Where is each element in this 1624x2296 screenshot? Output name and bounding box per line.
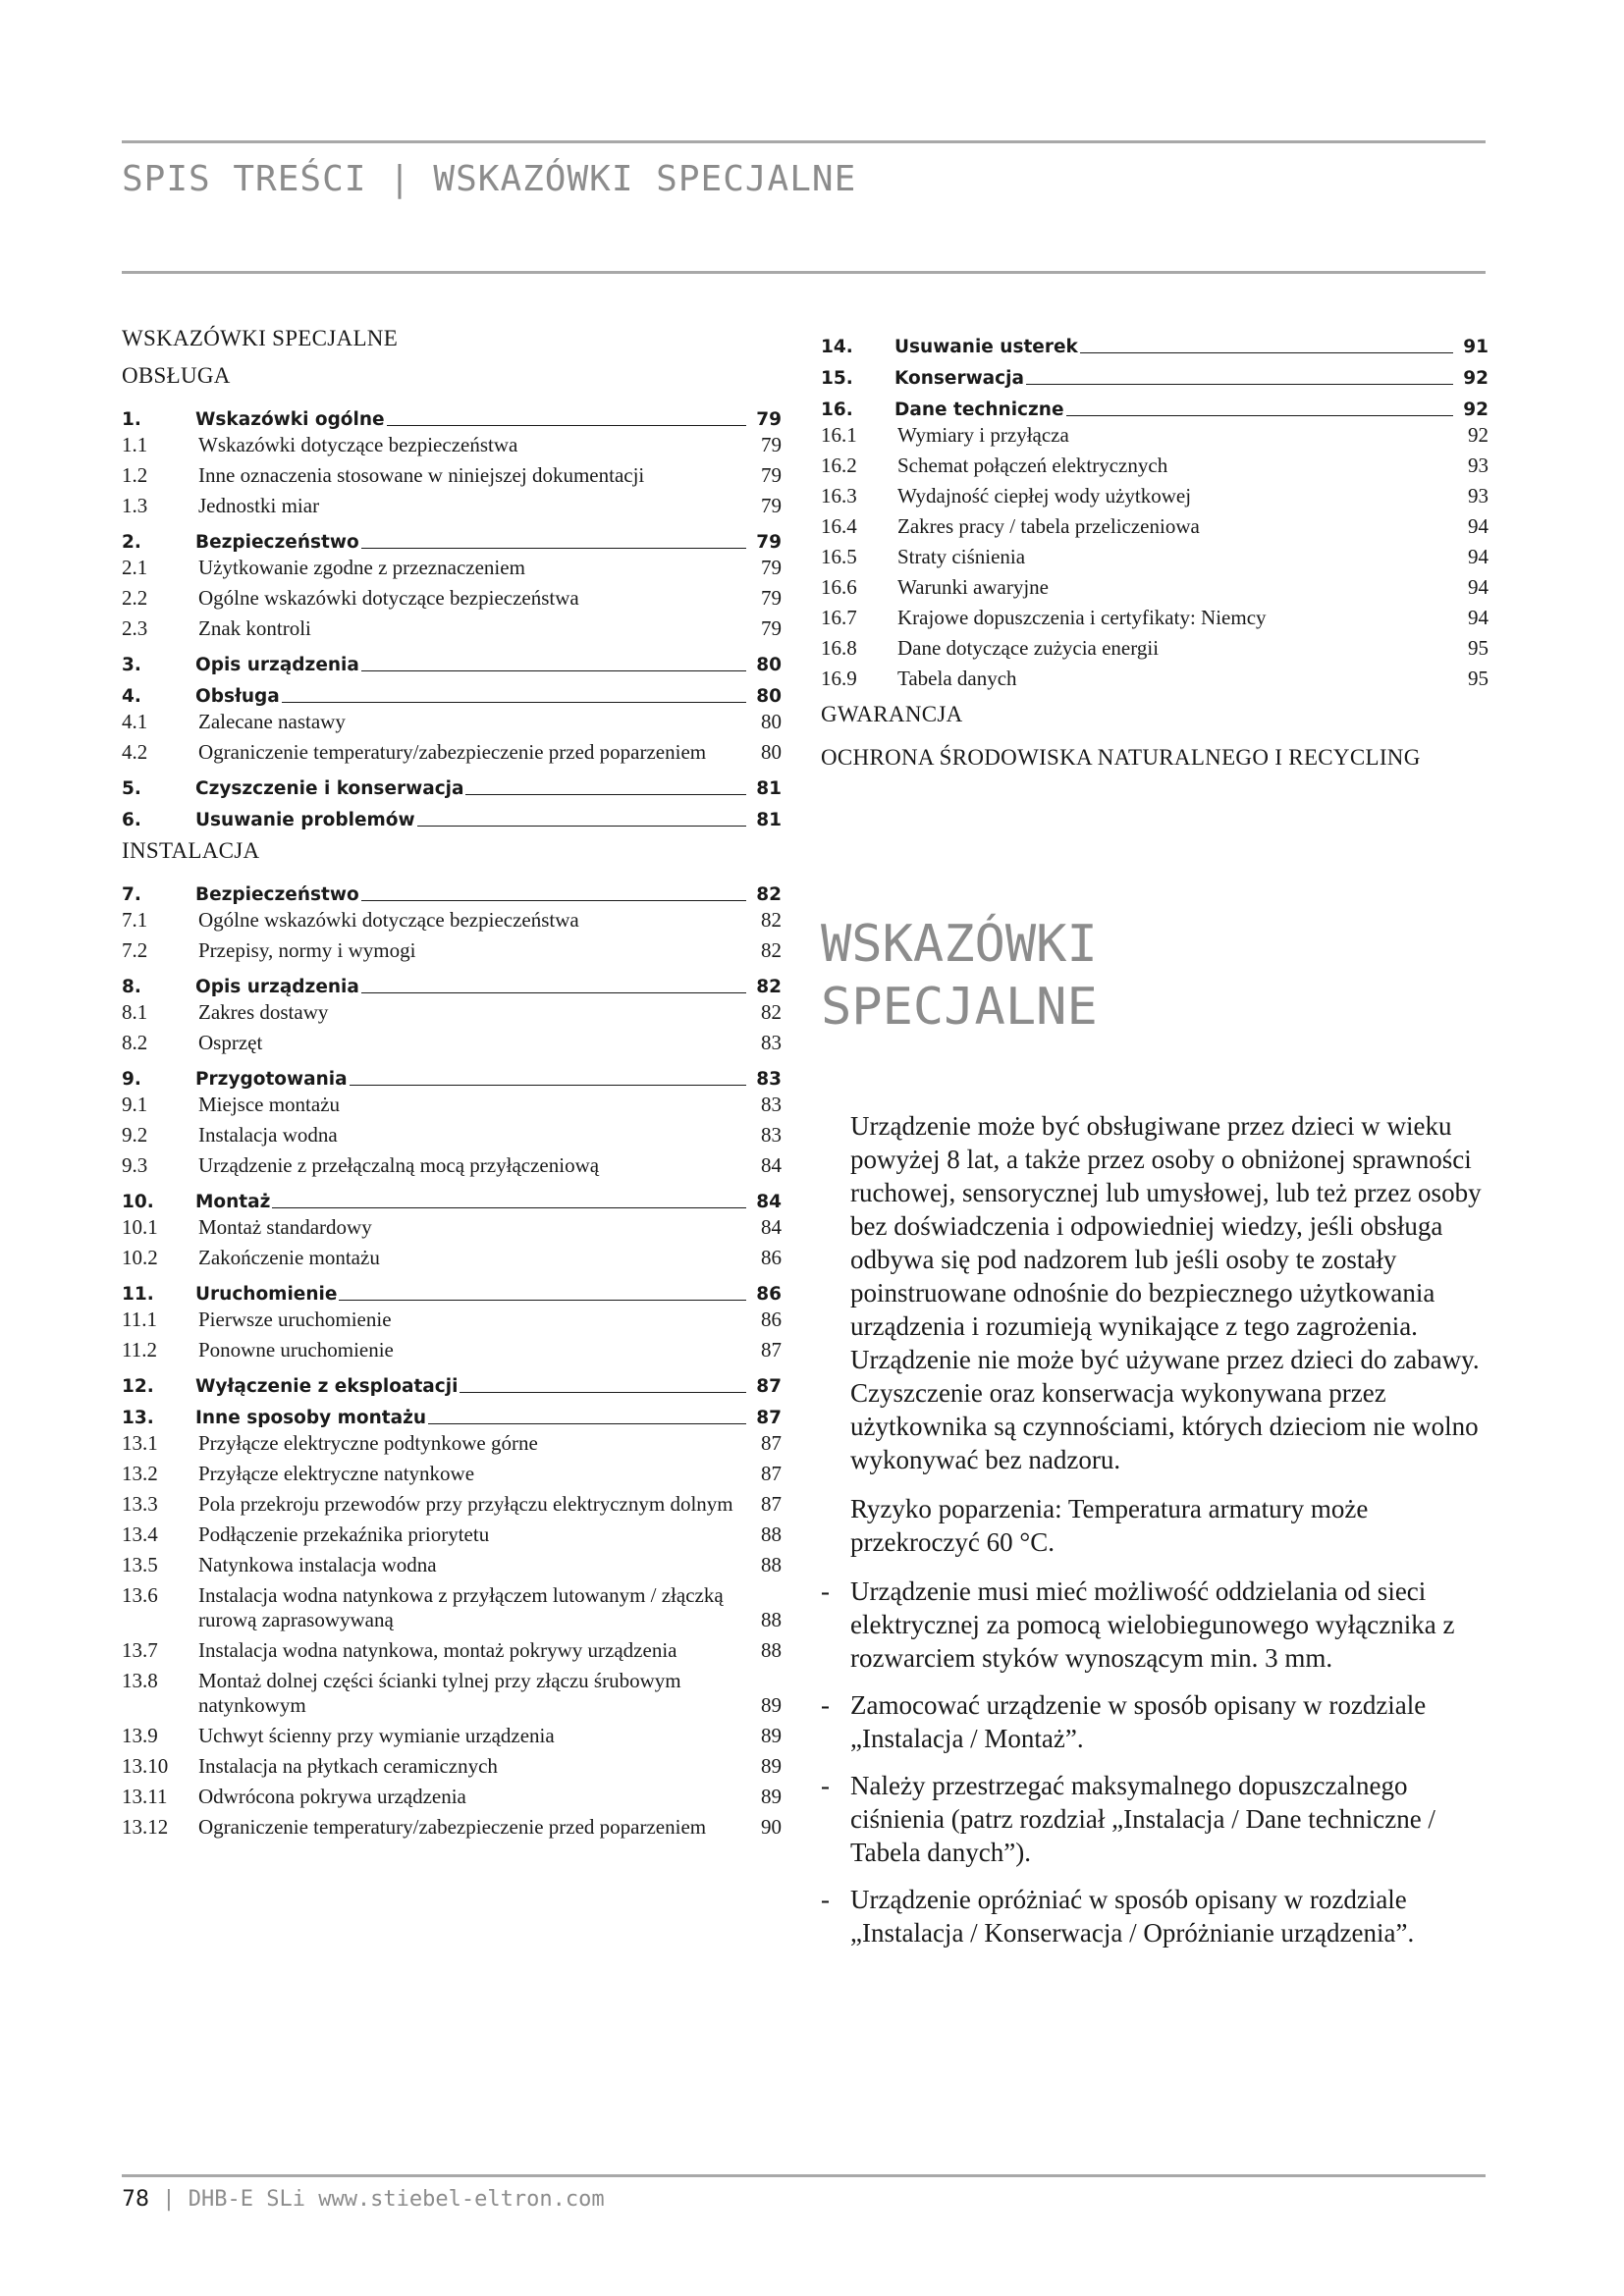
chapter-number: 4. bbox=[122, 686, 141, 707]
subsection-title: Zakończenie montażu bbox=[198, 1246, 380, 1269]
subsection-page: 79 bbox=[761, 586, 782, 610]
page-header: SPIS TREŚCI | WSKAZÓWKI SPECJALNE bbox=[122, 159, 857, 199]
chapter-title: Opis urządzenia bbox=[195, 977, 359, 997]
subsection-number: 2.1 bbox=[122, 556, 148, 579]
footer-rule bbox=[122, 2174, 1486, 2177]
toc-chapter-row bbox=[122, 799, 782, 830]
bullet-text: Zamocować urządzenie w sposób opisany w rozdziale „Instalacja / Montaż”. bbox=[850, 1690, 1427, 1753]
subsection-title: Urządzenie z przełączalną mocą przyłączeniową bbox=[198, 1153, 600, 1177]
bullet-item bbox=[821, 1575, 1489, 1675]
subsection-page: 94 bbox=[1468, 575, 1489, 599]
toc-subsection-row bbox=[122, 614, 782, 644]
bullet-dash: - bbox=[821, 1690, 830, 1720]
chapter-title: Obsługa bbox=[195, 686, 280, 707]
subsection-number: 16.6 bbox=[821, 575, 857, 599]
subsection-title: Montaż dolnej części ścianki tylnej przy złączu śrubowym natynkowym bbox=[198, 1669, 681, 1717]
chapter-page: 81 bbox=[756, 778, 782, 799]
subsection-number: 1.3 bbox=[122, 494, 148, 517]
subsection-number: 10.2 bbox=[122, 1246, 158, 1269]
toc-chapter-row bbox=[122, 966, 782, 997]
chapter-page: 81 bbox=[756, 810, 782, 830]
toc-chapter-row bbox=[122, 1397, 782, 1428]
chapter-number: 6. bbox=[122, 810, 141, 830]
subsection-page: 87 bbox=[761, 1338, 782, 1362]
toc-chapter-row bbox=[821, 357, 1489, 389]
subsection-number: 2.2 bbox=[122, 586, 148, 610]
subsection-page: 88 bbox=[761, 1522, 782, 1546]
toc-right-list bbox=[821, 326, 1489, 780]
chapter-title: Usuwanie usterek bbox=[894, 337, 1078, 357]
subsection-page: 89 bbox=[761, 1754, 782, 1778]
subsection-number: 13.2 bbox=[122, 1462, 158, 1485]
leader-line bbox=[1026, 384, 1453, 385]
toc-subsection-row bbox=[122, 1812, 782, 1842]
chapter-number: 14. bbox=[821, 337, 853, 357]
toc-section-heading: OBSŁUGA bbox=[122, 363, 231, 388]
chapter-title: Dane techniczne bbox=[894, 400, 1064, 420]
subsection-page: 90 bbox=[761, 1815, 782, 1839]
subsection-page: 88 bbox=[761, 1608, 782, 1631]
toc-subsection-row bbox=[821, 633, 1489, 664]
subsection-page: 95 bbox=[1468, 667, 1489, 690]
subsection-page: 86 bbox=[761, 1308, 782, 1331]
leader-line bbox=[1080, 352, 1453, 353]
toc-subsection-row bbox=[122, 583, 782, 614]
chapter-number: 3. bbox=[122, 655, 141, 675]
chapter-number: 1. bbox=[122, 409, 141, 430]
chapter-number: 8. bbox=[122, 977, 141, 997]
chapter-title: Czyszczenie i konserwacja bbox=[195, 778, 464, 799]
subsection-number: 13.3 bbox=[122, 1492, 158, 1516]
subsection-number: 16.8 bbox=[821, 636, 857, 660]
chapter-page: 83 bbox=[756, 1069, 782, 1090]
chapter-number: 10. bbox=[122, 1192, 154, 1212]
subsection-page: 87 bbox=[761, 1492, 782, 1516]
toc-subsection-row bbox=[821, 481, 1489, 511]
subsection-number: 1.2 bbox=[122, 463, 148, 487]
subsection-number: 9.1 bbox=[122, 1093, 148, 1116]
toc-subsection-row bbox=[122, 1520, 782, 1550]
subsection-title: Znak kontroli bbox=[198, 616, 311, 640]
subsection-page: 94 bbox=[1468, 606, 1489, 629]
bullet-text: Należy przestrzegać maksymalnego dopuszczalnego ciśnienia (patrz rozdział „Instalacja / Dane techniczne / Tabela danych”). bbox=[850, 1771, 1435, 1867]
footer-separator: | bbox=[149, 2187, 189, 2212]
subsection-title: Przyłącze elektryczne podtynkowe górne bbox=[198, 1431, 538, 1455]
subsection-title: Dane dotyczące zużycia energii bbox=[897, 636, 1160, 660]
burn-warning: Ryzyko poparzenia: Temperatura armatury może przekroczyć 60 °C. bbox=[850, 1494, 1369, 1557]
subsection-title: Instalacja wodna natynkowa, montaż pokrywy urządzenia bbox=[198, 1638, 677, 1662]
chapter-title: Wyłączenie z eksploatacji bbox=[195, 1376, 459, 1397]
subsection-number: 13.10 bbox=[122, 1754, 169, 1778]
leader-line bbox=[465, 794, 746, 795]
subsection-number: 13.9 bbox=[122, 1724, 158, 1747]
special-notes-title: WSKAZÓWKI SPECJALNE bbox=[821, 915, 1098, 1037]
toc-subsection-row bbox=[122, 553, 782, 583]
toc-subsection-row bbox=[122, 1489, 782, 1520]
toc-chapter-row bbox=[122, 675, 782, 707]
chapter-number: 11. bbox=[122, 1284, 154, 1305]
chapter-page: 84 bbox=[756, 1192, 782, 1212]
subsection-number: 13.7 bbox=[122, 1638, 158, 1662]
leader-line bbox=[460, 1392, 746, 1393]
chapter-number: 15. bbox=[821, 368, 853, 389]
toc-section-heading: GWARANCJA bbox=[821, 702, 963, 726]
toc-subsection-row bbox=[122, 1243, 782, 1273]
toc-chapter-row bbox=[821, 389, 1489, 420]
subsection-page: 83 bbox=[761, 1093, 782, 1116]
subsection-title: Tabela danych bbox=[897, 667, 1017, 690]
toc-subsection-row bbox=[122, 1666, 782, 1721]
leader-line bbox=[361, 992, 746, 993]
subsection-title: Wskazówki dotyczące bezpieczeństwa bbox=[198, 433, 518, 456]
subsection-number: 16.9 bbox=[821, 667, 857, 690]
subsection-title: Ogólne wskazówki dotyczące bezpieczeństwa bbox=[198, 908, 579, 932]
subsection-title: Warunki awaryjne bbox=[897, 575, 1049, 599]
chapter-page: 80 bbox=[756, 686, 782, 707]
subsection-number: 11.2 bbox=[122, 1338, 157, 1362]
subsection-title: Ograniczenie temperatury/zabezpieczenie przed poparzeniem bbox=[198, 1815, 707, 1839]
chapter-page: 82 bbox=[756, 977, 782, 997]
chapter-page: 92 bbox=[1463, 400, 1489, 420]
toc-chapter-row bbox=[122, 768, 782, 799]
subsection-number: 7.2 bbox=[122, 938, 148, 962]
toc-subsection-row bbox=[122, 997, 782, 1028]
subsection-page: 82 bbox=[761, 1000, 782, 1024]
subsection-title: Pola przekroju przewodów przy przyłączu elektrycznym dolnym bbox=[198, 1492, 733, 1516]
subsection-page: 94 bbox=[1468, 545, 1489, 568]
subsection-page: 79 bbox=[761, 616, 782, 640]
toc-subsection-row bbox=[122, 1751, 782, 1782]
subsection-title: Uchwyt ścienny przy wymianie urządzenia bbox=[198, 1724, 555, 1747]
subsection-page: 84 bbox=[761, 1153, 782, 1177]
subsection-title: Ograniczenie temperatury/zabezpieczenie przed poparzeniem bbox=[198, 740, 707, 764]
subsection-page: 80 bbox=[761, 740, 782, 764]
chapter-title: Bezpieczeństwo bbox=[195, 532, 359, 553]
subsection-page: 87 bbox=[761, 1462, 782, 1485]
toc-subsection-row bbox=[122, 1580, 782, 1635]
chapter-page: 86 bbox=[756, 1284, 782, 1305]
subsection-title: Przepisy, normy i wymogi bbox=[198, 938, 416, 962]
subsection-page: 87 bbox=[761, 1431, 782, 1455]
chapter-title: Opis urządzenia bbox=[195, 655, 359, 675]
toc-subsection-row bbox=[122, 1305, 782, 1335]
subsection-number: 16.3 bbox=[821, 484, 857, 507]
toc-left-column bbox=[122, 324, 782, 1842]
subsection-title: Zalecane nastawy bbox=[198, 710, 346, 733]
chapter-title: Inne sposoby montażu bbox=[195, 1408, 427, 1428]
toc-subsection-row bbox=[122, 935, 782, 966]
subsection-page: 93 bbox=[1468, 484, 1489, 507]
toc-subsection-row bbox=[122, 1550, 782, 1580]
toc-chapter-row bbox=[122, 644, 782, 675]
subsection-number: 8.2 bbox=[122, 1031, 148, 1054]
toc-subsection-row bbox=[821, 542, 1489, 572]
bullet-dash: - bbox=[821, 1885, 830, 1914]
chapter-page: 91 bbox=[1463, 337, 1489, 357]
toc-right-column bbox=[821, 326, 1489, 780]
subsection-number: 4.2 bbox=[122, 740, 148, 764]
bullet-text: Urządzenie opróżniać w sposób opisany w rozdziale „Instalacja / Konserwacja / Opróżnianie urządzenia”. bbox=[850, 1885, 1415, 1948]
subsection-number: 8.1 bbox=[122, 1000, 148, 1024]
leader-line bbox=[361, 900, 746, 901]
leader-line bbox=[387, 425, 746, 426]
subsection-title: Podłączenie przekaźnika priorytetu bbox=[198, 1522, 490, 1546]
subsection-title: Jednostki miar bbox=[198, 494, 320, 517]
subsection-page: 79 bbox=[761, 494, 782, 517]
subsection-title: Instalacja na płytkach ceramicznych bbox=[198, 1754, 498, 1778]
subsection-title: Instalacja wodna bbox=[198, 1123, 338, 1147]
subsection-number: 13.12 bbox=[122, 1815, 169, 1839]
leader-line bbox=[417, 826, 746, 827]
subsection-number: 9.2 bbox=[122, 1123, 148, 1147]
subsection-page: 89 bbox=[761, 1693, 782, 1717]
intro-paragraph: Urządzenie może być obsługiwane przez dzieci w wieku powyżej 8 lat, a także przez osoby o obniżonej sprawności ruchowej, sensorycznej lub umysłowej, lub też przez osoby bez doświadczenia i odpowiedniej wiedzy, jeśli obsługa odbywa się pod nadzorem lub jeśli osoby te zostały poinstruowane odnośnie do bezpiecznego użytkowania urządzenia i rozumieją wynikające z tego zagrożenia. Urządzenie nie może być używane przez dzieci do zabawy. Czyszczenie oraz konserwacja wykonywana przez użytkownika są czynnościami, których dzieciom nie wolno wykonywać bez nadzoru. bbox=[850, 1111, 1482, 1474]
subsection-page: 80 bbox=[761, 710, 782, 733]
toc-subsection-row bbox=[821, 664, 1489, 694]
leader-line bbox=[339, 1300, 746, 1301]
subsection-number: 4.1 bbox=[122, 710, 148, 733]
chapter-title: Bezpieczeństwo bbox=[195, 884, 359, 905]
toc-subsection-row bbox=[122, 1212, 782, 1243]
subsection-number: 1.1 bbox=[122, 433, 148, 456]
subsection-page: 93 bbox=[1468, 454, 1489, 477]
subsection-title: Inne oznaczenia stosowane w niniejszej dokumentacji bbox=[198, 463, 645, 487]
toc-chapter-row bbox=[122, 1365, 782, 1397]
chapter-page: 87 bbox=[756, 1376, 782, 1397]
subsection-page: 83 bbox=[761, 1031, 782, 1054]
toc-chapter-row bbox=[122, 1273, 782, 1305]
subsection-page: 82 bbox=[761, 938, 782, 962]
toc-subsection-row bbox=[122, 1721, 782, 1751]
subsection-page: 79 bbox=[761, 463, 782, 487]
subsection-page: 86 bbox=[761, 1246, 782, 1269]
toc-subsection-row bbox=[122, 905, 782, 935]
leader-line bbox=[1066, 415, 1454, 416]
subsection-title: Odwrócona pokrywa urządzenia bbox=[198, 1785, 466, 1808]
subsection-number: 16.5 bbox=[821, 545, 857, 568]
subsection-number: 16.4 bbox=[821, 514, 857, 538]
subsection-title: Zakres dostawy bbox=[198, 1000, 329, 1024]
toc-subsection-row bbox=[122, 1090, 782, 1120]
toc-section-heading: INSTALACJA bbox=[122, 838, 260, 863]
chapter-page: 80 bbox=[756, 655, 782, 675]
subsection-page: 94 bbox=[1468, 514, 1489, 538]
chapter-page: 79 bbox=[756, 532, 782, 553]
subsection-page: 95 bbox=[1468, 636, 1489, 660]
subsection-page: 82 bbox=[761, 908, 782, 932]
toc-subsection-row bbox=[122, 1782, 782, 1812]
subsection-number: 16.7 bbox=[821, 606, 857, 629]
toc-left-list bbox=[122, 399, 782, 1842]
subsection-title: Instalacja wodna natynkowa z przyłączem lutowanym / złączką rurową zaprasowywaną bbox=[198, 1583, 724, 1631]
chapter-page: 92 bbox=[1463, 368, 1489, 389]
toc-chapter-row bbox=[122, 399, 782, 430]
toc-subsection-row bbox=[122, 430, 782, 460]
leader-line bbox=[272, 1207, 746, 1208]
chapter-title: Uruchomienie bbox=[195, 1284, 338, 1305]
toc-subsection-row bbox=[122, 1120, 782, 1150]
leader-line bbox=[350, 1085, 746, 1086]
subsection-title: Montaż standardowy bbox=[198, 1215, 372, 1239]
subsection-number: 7.1 bbox=[122, 908, 148, 932]
toc-subsection-row bbox=[122, 1028, 782, 1058]
subsection-number: 13.5 bbox=[122, 1553, 158, 1576]
toc-subsection-row bbox=[122, 737, 782, 768]
special-notes-body bbox=[821, 1109, 1489, 1963]
subsection-title: Krajowe dopuszczenia i certyfikaty: Niemcy bbox=[897, 606, 1267, 629]
subsection-title: Zakres pracy / tabela przeliczeniowa bbox=[897, 514, 1200, 538]
leader-line bbox=[282, 702, 746, 703]
leader-line bbox=[428, 1423, 746, 1424]
subsection-page: 79 bbox=[761, 556, 782, 579]
chapter-number: 7. bbox=[122, 884, 141, 905]
toc-chapter-row bbox=[821, 326, 1489, 357]
toc-subsection-row bbox=[122, 460, 782, 491]
toc-subsection-row bbox=[821, 603, 1489, 633]
subsection-title: Ponowne uruchomienie bbox=[198, 1338, 394, 1362]
toc-subsection-row bbox=[821, 420, 1489, 451]
chapter-number: 16. bbox=[821, 400, 853, 420]
chapter-title: Konserwacja bbox=[894, 368, 1024, 389]
bullet-text: Urządzenie musi mieć możliwość oddzielania od sieci elektrycznej za pomocą wielobiegunowego wyłącznika z rozwarciem styków wynoszącym min. 3 mm. bbox=[850, 1576, 1455, 1673]
chapter-number: 12. bbox=[122, 1376, 154, 1397]
chapter-page: 79 bbox=[756, 409, 782, 430]
toc-subsection-row bbox=[122, 1335, 782, 1365]
toc-subsection-row bbox=[122, 1150, 782, 1181]
subsection-page: 88 bbox=[761, 1638, 782, 1662]
chapter-number: 5. bbox=[122, 778, 141, 799]
subsection-number: 13.1 bbox=[122, 1431, 158, 1455]
subsection-title: Natynkowa instalacja wodna bbox=[198, 1553, 437, 1576]
subsection-number: 13.6 bbox=[122, 1583, 158, 1607]
toc-chapter-row bbox=[122, 1058, 782, 1090]
subsection-page: 79 bbox=[761, 433, 782, 456]
subsection-title: Wydajność ciepłej wody użytkowej bbox=[897, 484, 1192, 507]
top-rule bbox=[122, 140, 1486, 143]
subsection-number: 13.8 bbox=[122, 1669, 158, 1692]
subsection-title: Pierwsze uruchomienie bbox=[198, 1308, 392, 1331]
leader-line bbox=[361, 548, 746, 549]
subsection-number: 2.3 bbox=[122, 616, 148, 640]
chapter-title: Usuwanie problemów bbox=[195, 810, 415, 830]
toc-subsection-row bbox=[122, 707, 782, 737]
toc-chapter-row bbox=[122, 521, 782, 553]
subsection-number: 16.2 bbox=[821, 454, 857, 477]
subsection-title: Straty ciśnienia bbox=[897, 545, 1026, 568]
subsection-page: 88 bbox=[761, 1553, 782, 1576]
subsection-title: Przyłącze elektryczne natynkowe bbox=[198, 1462, 475, 1485]
subsection-title: Wymiary i przyłącza bbox=[897, 423, 1069, 447]
subsection-number: 10.1 bbox=[122, 1215, 158, 1239]
subsection-number: 13.11 bbox=[122, 1785, 168, 1808]
toc-subsection-row bbox=[122, 1635, 782, 1666]
toc-chapter-row bbox=[122, 1181, 782, 1212]
toc-subsection-row bbox=[821, 451, 1489, 481]
chapter-page: 87 bbox=[756, 1408, 782, 1428]
bullet-dash: - bbox=[821, 1771, 830, 1800]
bullet-item bbox=[821, 1688, 1489, 1755]
chapter-title: Przygotowania bbox=[195, 1069, 348, 1090]
toc-section-heading: WSKAZÓWKI SPECJALNE bbox=[122, 326, 399, 350]
leader-line bbox=[361, 670, 746, 671]
toc-section-heading: OCHRONA ŚRODOWISKA NATURALNEGO I RECYCLING bbox=[821, 745, 1421, 770]
toc-subsection-row bbox=[821, 572, 1489, 603]
toc-subsection-row bbox=[122, 491, 782, 521]
toc-subsection-row bbox=[122, 1428, 782, 1459]
bullet-dash: - bbox=[821, 1576, 830, 1606]
subsection-title: Osprzęt bbox=[198, 1031, 263, 1054]
subsection-title: Użytkowanie zgodne z przeznaczeniem bbox=[198, 556, 525, 579]
footer-text: DHB-E SLi www.stiebel-eltron.com bbox=[188, 2187, 605, 2212]
chapter-number: 9. bbox=[122, 1069, 141, 1090]
chapter-number: 2. bbox=[122, 532, 141, 553]
bullet-item bbox=[821, 1883, 1489, 1949]
subsection-number: 13.4 bbox=[122, 1522, 158, 1546]
chapter-number: 13. bbox=[122, 1408, 154, 1428]
toc-subsection-row bbox=[122, 1459, 782, 1489]
subsection-page: 92 bbox=[1468, 423, 1489, 447]
chapter-page: 82 bbox=[756, 884, 782, 905]
chapter-title: Wskazówki ogólne bbox=[195, 409, 385, 430]
subsection-page: 89 bbox=[761, 1724, 782, 1747]
subsection-page: 89 bbox=[761, 1785, 782, 1808]
header-rule bbox=[122, 271, 1486, 274]
subsection-number: 11.1 bbox=[122, 1308, 157, 1331]
subsection-page: 84 bbox=[761, 1215, 782, 1239]
toc-chapter-row bbox=[122, 874, 782, 905]
page-number: 78 bbox=[122, 2187, 149, 2212]
subsection-title: Ogólne wskazówki dotyczące bezpieczeństwa bbox=[198, 586, 579, 610]
subsection-title: Miejsce montażu bbox=[198, 1093, 341, 1116]
subsection-number: 16.1 bbox=[821, 423, 857, 447]
page-footer bbox=[122, 2187, 605, 2212]
subsection-page: 83 bbox=[761, 1123, 782, 1147]
chapter-title: Montaż bbox=[195, 1192, 271, 1212]
bullet-item bbox=[821, 1769, 1489, 1869]
subsection-title: Schemat połączeń elektrycznych bbox=[897, 454, 1168, 477]
toc-subsection-row bbox=[821, 511, 1489, 542]
subsection-number: 9.3 bbox=[122, 1153, 148, 1177]
